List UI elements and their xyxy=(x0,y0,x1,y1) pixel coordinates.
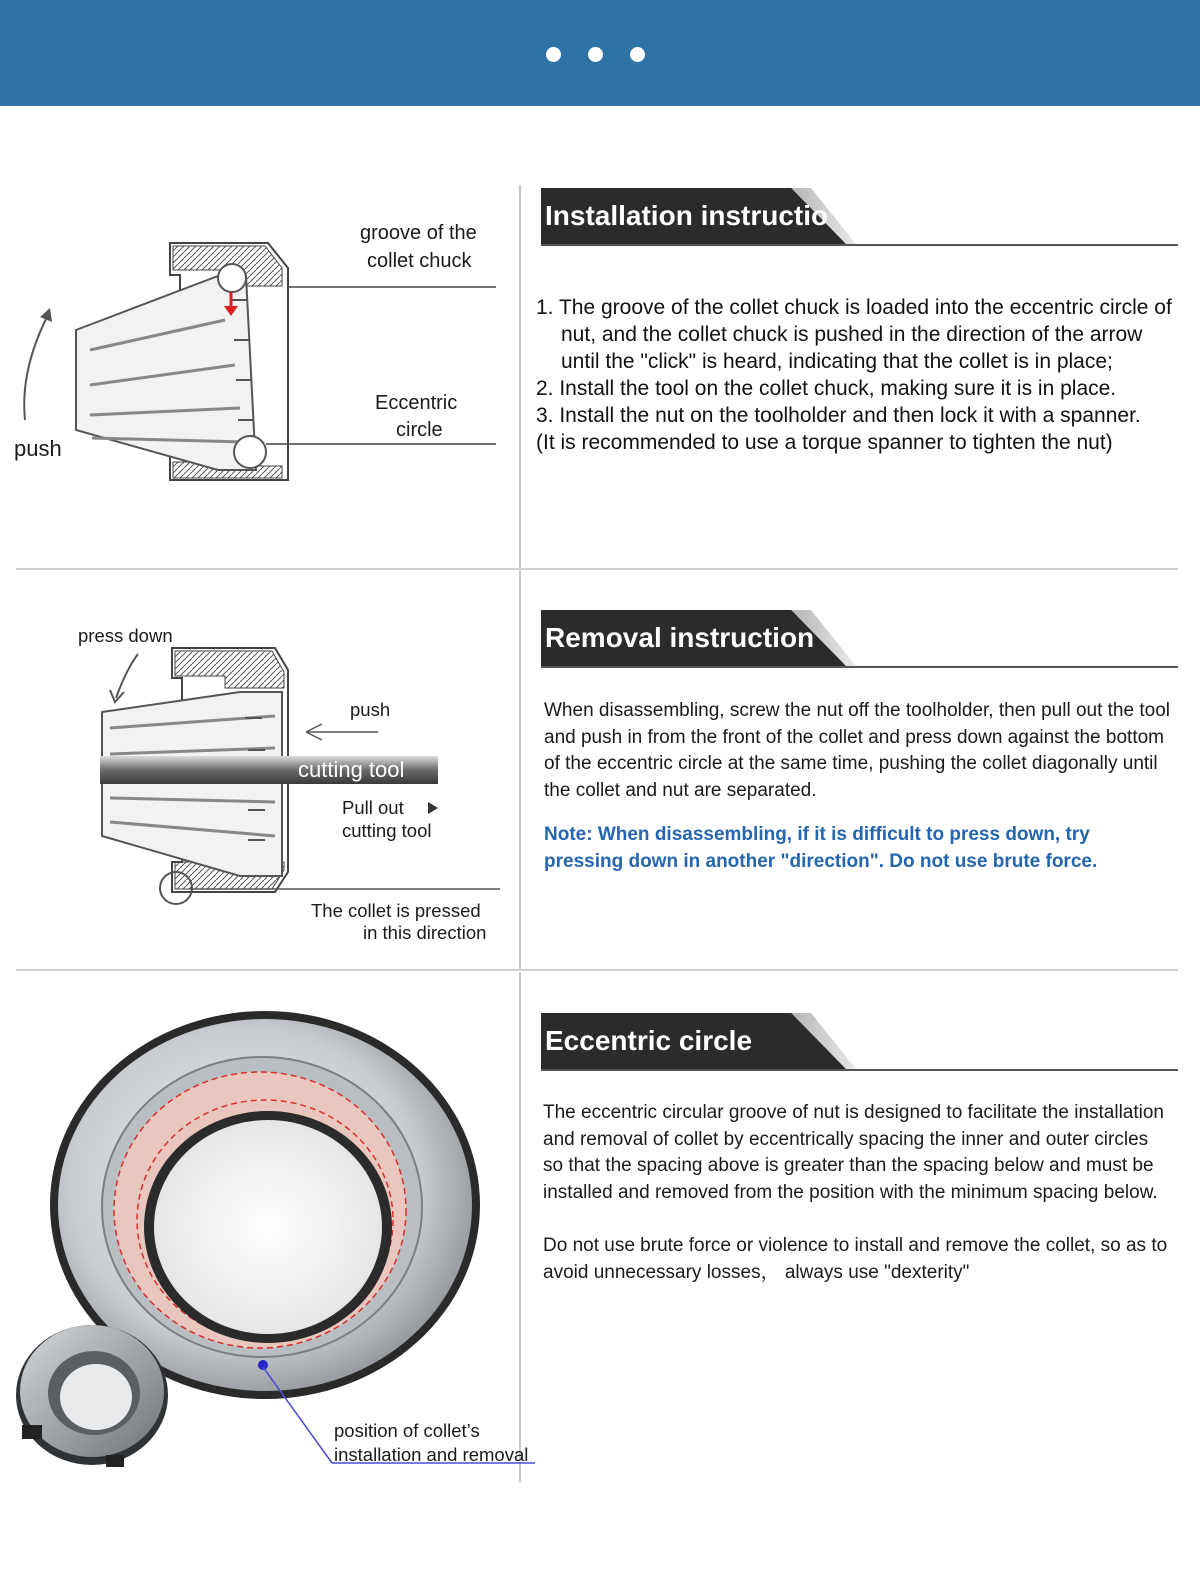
installation-recommendation: (It is recommended to use a torque spanner to tighten the nut) xyxy=(536,431,1113,454)
cutting-tool-label: cutting tool xyxy=(298,757,405,782)
groove-label: collet chuck xyxy=(367,250,472,272)
removal-text xyxy=(544,698,1174,875)
removal-heading xyxy=(541,610,1178,668)
push-label: push xyxy=(14,436,62,461)
eccentric-title: Eccentric circle xyxy=(545,1025,753,1056)
pull-out-label: Pull out xyxy=(342,797,404,818)
nut-photo xyxy=(10,1005,570,1485)
installation-step: 3. Install the nut on the toolholder and then lock it with a spanner. xyxy=(536,404,1141,427)
pressed-direction-label: The collet is pressed xyxy=(311,900,481,921)
column-divider xyxy=(519,185,521,568)
position-label: position of collet’s xyxy=(334,1420,480,1441)
pressed-direction-label: in this direction xyxy=(363,922,487,943)
row-divider xyxy=(16,969,1178,971)
removal-diagram xyxy=(60,640,510,920)
eccentric-heading xyxy=(541,1013,1178,1071)
eccentric-text xyxy=(543,1100,1173,1286)
groove-label: groove of the xyxy=(360,222,477,244)
eccentric-label: circle xyxy=(396,419,443,441)
removal-note: Note: When disassembling, if it is difficult to press down, try pressing down in another "direction". Do not use brute force. xyxy=(544,824,1098,872)
row-divider xyxy=(16,568,1178,570)
push-label: push xyxy=(350,699,391,720)
installation-text xyxy=(536,294,1176,456)
installation-heading xyxy=(541,188,1178,246)
installation-step: 2. Install the tool on the collet chuck, making sure it is in place. xyxy=(536,377,1117,400)
press-down-label: press down xyxy=(78,625,173,646)
column-divider xyxy=(519,570,521,970)
banner-dot xyxy=(630,47,645,62)
eccentric-body: The eccentric circular groove of nut is designed to facilitate the installation and removal of collet by eccentrically spacing the inner and outer circles so that the spacing above is greater than the spacing below and must be installed and removed from the position with the minimum spacing below. xyxy=(543,1102,1164,1203)
eccentric-body-2: Do not use brute force or violence to install and remove the collet, so as to avoid unnecessary losses， always use "dexterity" xyxy=(543,1235,1168,1283)
installation-step: 1. The groove of the collet chuck is loaded into the eccentric circle of nut, and the collet chuck is pushed in the direction of the arrow until the "click" is heard, indicating that the collet is in place; xyxy=(536,296,1172,373)
banner-dot xyxy=(546,47,561,62)
eccentric-label: Eccentric xyxy=(375,392,458,414)
position-label: installation and removal xyxy=(334,1444,529,1465)
removal-title: Removal instruction xyxy=(545,622,815,653)
removal-body: When disassembling, screw the nut off the toolholder, then pull out the tool and push in from the front of the collet and press down against the bottom of the eccentric circle at the same time, pushing the collet diagonally until the collet and nut are separated. xyxy=(544,700,1170,801)
banner-dot xyxy=(588,47,603,62)
pull-out-label: cutting tool xyxy=(342,820,432,841)
installation-title: Installation instructio xyxy=(545,200,829,231)
